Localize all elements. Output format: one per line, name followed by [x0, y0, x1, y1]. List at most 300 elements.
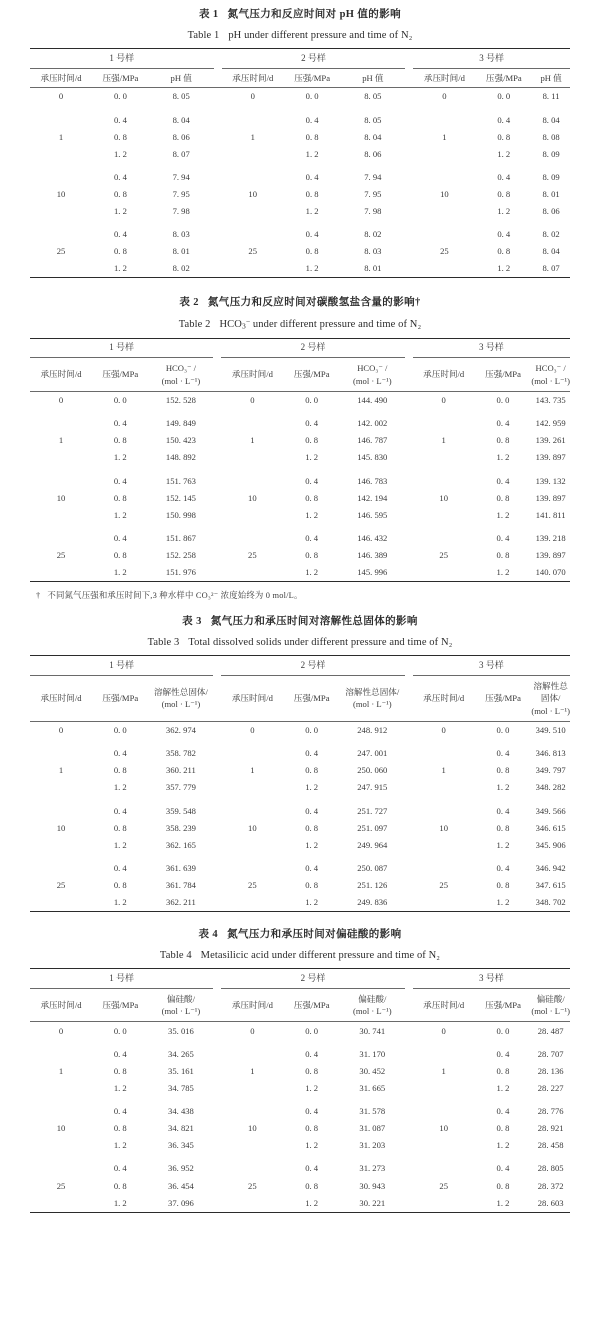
table-2-cell-pressure-s2-r2: 0. 4 — [305, 418, 319, 429]
table-1-col-header-s1-1: 承压时间/d — [30, 68, 92, 88]
table-4-row-spacer-s1-r7 — [213, 1137, 221, 1154]
table-4-group-spacer-1 — [213, 969, 221, 988]
table-1-cell-time-s2-r3: 1 — [250, 131, 255, 142]
table-3-cell-value-s1-r4: 357. 779 — [165, 782, 196, 793]
table-2-cell-time-s2-r6: 10 — [248, 492, 257, 503]
table-2-col-header-s1-3: HCO₃⁻ / (mol · L⁻¹) — [149, 358, 214, 392]
table-3-caption-en-number: Table 3 — [147, 636, 180, 648]
table-2-cell-pressure-s1-r6: 0. 8 — [113, 492, 127, 503]
table-3-row-9 — [30, 877, 570, 894]
table-2-cell-time-s2-r8 — [221, 530, 283, 547]
table-4-caption-en-number: Table 4 — [159, 949, 192, 961]
table-2-sample-label-1: 1 号样 — [30, 338, 213, 357]
table-2-cell-time-s1-r7 — [30, 507, 92, 524]
table-2-row-spacer-s2-r9 — [405, 547, 413, 564]
table-1-cell-pressure-s1-r9: 0. 8 — [113, 246, 127, 257]
table-4-cell-pressure-s2-r5: 0. 4 — [305, 1106, 319, 1117]
table-3-caption-cn-text: 氮气压力和承压时间对溶解性总固体的影响 — [210, 616, 418, 628]
table-3-cell-value-s3-r3: 349. 797 — [535, 765, 566, 776]
table-2-col-header-s3-2: 压强/MPa — [475, 358, 532, 392]
table-1-cell-time-s2-r7 — [222, 203, 284, 220]
table-3-cell-value-s2-r10: 249. 836 — [340, 894, 405, 912]
table-1-cell-value-s2-r9: 8. 03 — [364, 246, 382, 257]
table-3-cell-value-s1-r1: 362. 974 — [165, 725, 196, 736]
table-3-cell-pressure-s2-r9: 0. 8 — [305, 880, 319, 891]
table-1-cell-time-s1-r8 — [30, 226, 92, 243]
table-2-row-spacer-s1-r9 — [213, 547, 221, 564]
table-1-cell-value-s3-r2: 8. 04 — [542, 114, 560, 125]
table-2-cell-value-s2-r7: 146. 595 — [357, 509, 388, 520]
table-1-caption-cn — [30, 8, 570, 22]
table-2-cell-time-s1-r3: 1 — [58, 435, 64, 446]
table-2-cell-time-s3-r2 — [413, 415, 475, 432]
table-1-col-header-s3-3: pH 值 — [532, 68, 570, 88]
table-3-cell-pressure-s1-r3: 0. 8 — [113, 765, 127, 776]
table-1-cell-time-s1-r10 — [30, 260, 92, 278]
table-1-cell-time-s3-r5 — [413, 169, 475, 186]
table-3-cell-value-s1-r8: 361. 639 — [165, 862, 196, 873]
table-3-row-spacer-s2-r4 — [405, 779, 413, 796]
table-4-cell-value-s3-r4: 28. 227 — [537, 1083, 564, 1093]
table-1-cell-value-s1-r1: 8. 05 — [172, 91, 190, 102]
table-1-row-spacer-s2-r4 — [405, 146, 413, 163]
table-1-cell-value-s2-r2: 8. 05 — [364, 114, 382, 125]
table-3-row-spacer-s2-r5 — [405, 802, 413, 819]
table-4-cell-time-s1-r3: 1 — [58, 1065, 64, 1076]
table-3-cell-pressure-s3-r5: 0. 4 — [496, 805, 510, 816]
table-3-cell-pressure-s2-r7: 1. 2 — [305, 839, 319, 850]
table-1-cell-time-s1-r3: 1 — [58, 131, 64, 142]
table-1-cell-value-s2-r8: 8. 02 — [364, 229, 382, 240]
table-1-cell-pressure-s2-r5: 0. 4 — [305, 171, 319, 182]
table-3-row-5 — [30, 802, 570, 819]
table-1-cell-time-s2-r4 — [222, 146, 284, 163]
table-2-cell-time-s1-r4 — [30, 449, 92, 466]
table-3-grid — [30, 655, 570, 912]
table-4-cell-time-s1-r1: 0 — [58, 1025, 64, 1036]
table-4-row-spacer-s2-r10 — [405, 1194, 413, 1212]
table-4-cell-time-s1-r6: 10 — [56, 1123, 66, 1134]
table-4-col-header-s1-2: 压强/MPa — [92, 988, 149, 1022]
table-4-row-spacer-s1-r3 — [213, 1063, 221, 1080]
table-3-cell-value-s3-r6: 346. 615 — [535, 822, 566, 833]
table-2-cell-value-s2-r1: 144. 490 — [357, 395, 388, 406]
table-4-cell-time-s3-r8 — [413, 1160, 475, 1177]
table-1-row-2 — [30, 111, 570, 128]
table-2-row-spacer-s2-r5 — [405, 472, 413, 489]
table-4-cell-value-s2-r3: 30. 452 — [359, 1065, 386, 1076]
table-3-cell-time-s2-r8 — [221, 860, 283, 877]
table-2-cell-pressure-s1-r3: 0. 8 — [113, 435, 127, 446]
table-4-cell-time-s1-r4 — [30, 1080, 92, 1097]
table-2-row-6 — [30, 490, 570, 507]
table-1-cell-value-s3-r10: 8. 07 — [532, 260, 570, 278]
table-1-cell-time-s3-r10 — [413, 260, 475, 278]
table-2-col-header-s2-2: 压强/MPa — [283, 358, 340, 392]
table-1-cell-time-s2-r1: 0 — [250, 91, 255, 102]
table-4-row-1 — [30, 1022, 570, 1040]
table-2-grid — [30, 338, 570, 582]
table-1-cell-pressure-s2-r3: 0. 8 — [305, 131, 319, 142]
table-1-cell-pressure-s2-r1: 0. 0 — [305, 91, 319, 102]
table-1-cell-time-s3-r4 — [413, 146, 475, 163]
table-4-caption-en-text: Metasilicic acid under different pressure and time of N₂ — [200, 949, 441, 961]
table-3-cell-time-s2-r7 — [221, 837, 283, 854]
table-3-cell-pressure-s3-r7: 1. 2 — [496, 839, 510, 850]
table-1-row-spacer-s2-r9 — [405, 243, 413, 260]
table-4-sample-header-row — [30, 969, 570, 988]
table-1-cell-time-s3-r7 — [413, 203, 475, 220]
table-1-row-spacer-s1-r4 — [214, 146, 222, 163]
table-4-cell-pressure-s3-r2: 0. 4 — [496, 1048, 510, 1059]
table-2-cell-time-s3-r4 — [413, 449, 475, 466]
table-1-cell-pressure-s1-r10: 1. 2 — [92, 260, 149, 278]
table-2-cell-value-s3-r1: 143. 735 — [535, 395, 566, 406]
table-4-row-spacer-s2-r6 — [405, 1120, 413, 1137]
table-3-cell-time-s3-r3: 1 — [441, 765, 446, 776]
table-4-cell-pressure-s1-r4: 1. 2 — [113, 1083, 127, 1093]
table-2-cell-value-s1-r10: 151. 976 — [149, 564, 214, 582]
table-2-cell-value-s2-r2: 142. 002 — [357, 418, 388, 429]
table-3-cell-value-s1-r2: 358. 782 — [165, 748, 196, 759]
table-3-row-spacer-s1-r2 — [213, 745, 221, 762]
table-3-col-spacer-1 — [213, 675, 221, 721]
table-2-cell-value-s2-r10: 145. 996 — [340, 564, 405, 582]
table-1-cell-value-s1-r3: 8. 06 — [172, 131, 190, 142]
table-2-cell-value-s1-r9: 152. 258 — [165, 550, 196, 561]
table-4-cell-time-s1-r5 — [30, 1103, 92, 1120]
table-4-cell-value-s2-r5: 31. 578 — [359, 1106, 386, 1117]
table-3-cell-pressure-s3-r3: 0. 8 — [496, 765, 510, 776]
table-1-row-7 — [30, 203, 570, 220]
table-3-caption-en — [30, 636, 570, 650]
table-4-cell-pressure-s3-r9: 0. 8 — [496, 1180, 510, 1191]
table-4-row-8 — [30, 1160, 570, 1177]
table-1-cell-pressure-s1-r4: 1. 2 — [113, 148, 127, 159]
table-4-cell-time-s3-r7 — [413, 1137, 475, 1154]
table-1-cell-time-s1-r7 — [30, 203, 92, 220]
table-3-row-spacer-s1-r3 — [213, 762, 221, 779]
table-3-row-spacer-s2-r6 — [405, 820, 413, 837]
table-2-row-spacer-s2-r6 — [405, 490, 413, 507]
table-1-sample-header-row — [30, 49, 570, 68]
table-1-cell-value-s3-r1: 8. 11 — [542, 91, 560, 102]
table-2-cell-pressure-s2-r6: 0. 8 — [305, 492, 319, 503]
table-4-col-header-s3-1: 承压时间/d — [413, 988, 475, 1022]
table-2-group-spacer-1 — [213, 338, 221, 357]
table-2-row-spacer-s1-r7 — [213, 507, 221, 524]
table-2-cell-pressure-s1-r8: 0. 4 — [113, 532, 127, 543]
table-1-cell-time-s3-r3: 1 — [442, 131, 447, 142]
table-3-cell-value-s3-r5: 349. 566 — [535, 805, 566, 816]
table-1-row-spacer-s1-r8 — [214, 226, 222, 243]
table-2-cell-time-s2-r10 — [221, 564, 283, 582]
table-1-col-header-s1-2: 压强/MPa — [92, 68, 149, 88]
table-1-row-4 — [30, 146, 570, 163]
table-2-sample-header-row — [30, 338, 570, 357]
table-1-cell-value-s1-r9: 8. 01 — [172, 246, 190, 257]
table-2-cell-pressure-s2-r7: 1. 2 — [305, 509, 319, 520]
table-3-row-spacer-s1-r8 — [213, 860, 221, 877]
table-3-cell-time-s1-r7 — [30, 837, 92, 854]
table-3-row-7 — [30, 837, 570, 854]
table-4-cell-pressure-s2-r9: 0. 8 — [305, 1180, 319, 1191]
table-3-cell-pressure-s1-r8: 0. 4 — [113, 862, 127, 873]
table-4-row-spacer-s1-r8 — [213, 1160, 221, 1177]
table-1-cell-pressure-s1-r3: 0. 8 — [113, 131, 127, 142]
table-3-col-header-s1-1: 承压时间/d — [30, 675, 92, 721]
table-1-cell-time-s1-r9: 25 — [56, 246, 66, 257]
table-3-row-1 — [30, 721, 570, 739]
table-1-col-header-s3-2: 压强/MPa — [475, 68, 532, 88]
table-2-cell-time-s2-r1: 0 — [250, 395, 255, 406]
table-4-row-2 — [30, 1046, 570, 1063]
table-4-cell-time-s3-r4 — [413, 1080, 475, 1097]
table-4-grid — [30, 968, 570, 1212]
table-2-cell-time-s3-r8 — [413, 530, 475, 547]
table-3-cell-value-s2-r4: 247. 915 — [357, 782, 388, 793]
table-1-cell-pressure-s1-r7: 1. 2 — [113, 206, 127, 217]
table-4-cell-time-s2-r5 — [221, 1103, 283, 1120]
table-3-cell-time-s3-r4 — [413, 779, 475, 796]
table-2-cell-time-s1-r9: 25 — [56, 550, 66, 561]
table-2-row-spacer-s2-r1 — [405, 391, 413, 409]
table-2-cell-pressure-s2-r3: 0. 8 — [305, 435, 319, 446]
table-1-row-spacer-s1-r10 — [214, 260, 222, 278]
table-3-cell-pressure-s1-r6: 0. 8 — [113, 822, 127, 833]
table-3-row-10 — [30, 894, 570, 912]
table-1-row-spacer-s2-r8 — [405, 226, 413, 243]
table-1-cell-pressure-s1-r5: 0. 4 — [113, 171, 127, 182]
table-1-cell-value-s2-r4: 8. 06 — [364, 148, 382, 159]
table-1-cell-value-s1-r8: 8. 03 — [172, 229, 190, 240]
table-3-row-spacer-s1-r5 — [213, 802, 221, 819]
table-3-col-header-s1-2: 压强/MPa — [92, 675, 149, 721]
table-1-cell-pressure-s1-r8: 0. 4 — [113, 229, 127, 240]
table-4-cell-pressure-s3-r4: 1. 2 — [496, 1083, 510, 1093]
table-2-cell-time-s2-r9: 25 — [248, 550, 257, 561]
table-2-row-5 — [30, 472, 570, 489]
table-1-row-spacer-s2-r2 — [405, 111, 413, 128]
table-3-cell-pressure-s2-r8: 0. 4 — [305, 862, 319, 873]
table-4-sample-label-3: 3 号样 — [413, 969, 570, 988]
table-1-col-header-s2-3: pH 值 — [340, 68, 405, 88]
table-1-row-spacer-s2-r1 — [405, 88, 413, 106]
table-2-cell-time-s1-r6: 10 — [56, 492, 66, 503]
table-1-cell-pressure-s3-r1: 0. 0 — [497, 91, 511, 102]
table-3-row-2 — [30, 745, 570, 762]
table-3-row-spacer-s1-r6 — [213, 820, 221, 837]
table-2-footnote — [30, 582, 570, 601]
table-2-row-8 — [30, 530, 570, 547]
table-2-row-spacer-s1-r1 — [213, 391, 221, 409]
table-1-cell-value-s2-r1: 8. 05 — [364, 91, 382, 102]
table-2-col-header-s2-3: HCO₃⁻ / (mol · L⁻¹) — [340, 358, 405, 392]
table-1-cell-pressure-s3-r8: 0. 4 — [497, 229, 511, 240]
table-2-row-spacer-s1-r4 — [213, 449, 221, 466]
table-3-col-spacer-2 — [405, 675, 413, 721]
table-2-cell-pressure-s1-r7: 1. 2 — [113, 509, 127, 520]
table-3-caption-cn-number: 表 3 — [182, 616, 202, 628]
table-2-row-4 — [30, 449, 570, 466]
table-4-cell-pressure-s1-r9: 0. 8 — [113, 1180, 127, 1191]
table-2-col-header-s3-3: HCO₃⁻ / (mol · L⁻¹) — [531, 358, 570, 392]
table-2-cell-pressure-s3-r3: 0. 8 — [496, 435, 510, 446]
table-3-cell-pressure-s2-r2: 0. 4 — [305, 748, 319, 759]
table-4-caption-en — [30, 949, 570, 963]
table-3-cell-value-s3-r9: 347. 615 — [535, 880, 566, 891]
table-3-cell-value-s2-r9: 251. 126 — [357, 880, 388, 891]
table-1-row-9 — [30, 243, 570, 260]
table-1-cell-time-s2-r2 — [222, 111, 284, 128]
table-2-caption-en-number: Table 2 — [178, 319, 211, 331]
table-2-row-spacer-s1-r10 — [213, 564, 221, 582]
table-3-cell-value-s2-r7: 249. 964 — [357, 839, 388, 850]
table-4-row-spacer-s1-r6 — [213, 1120, 221, 1137]
table-2-cell-pressure-s1-r2: 0. 4 — [113, 418, 127, 429]
table-3-cell-value-s1-r9: 361. 784 — [165, 880, 196, 891]
table-2-cell-pressure-s3-r5: 0. 4 — [496, 475, 510, 486]
table-1-cell-value-s1-r7: 7. 98 — [172, 206, 190, 217]
table-4-row-spacer-s2-r9 — [405, 1177, 413, 1194]
table-2-row-7 — [30, 507, 570, 524]
table-1-cell-time-s2-r10 — [222, 260, 284, 278]
table-4-col-header-s2-2: 压强/MPa — [283, 988, 340, 1022]
table-1-cell-value-s2-r3: 8. 04 — [364, 131, 382, 142]
table-2-cell-time-s2-r3: 1 — [250, 435, 255, 446]
table-2-row-3 — [30, 432, 570, 449]
table-2-cell-time-s1-r5 — [30, 472, 92, 489]
table-3 — [30, 601, 570, 912]
table-2-cell-pressure-s3-r9: 0. 8 — [496, 550, 510, 561]
table-1-cell-pressure-s2-r2: 0. 4 — [305, 114, 319, 125]
table-3-cell-time-s3-r6: 10 — [439, 822, 448, 833]
table-1-cell-pressure-s1-r1: 0. 0 — [113, 91, 127, 102]
table-4-cell-pressure-s1-r2: 0. 4 — [113, 1048, 127, 1059]
table-2-row-spacer-s2-r8 — [405, 530, 413, 547]
table-1-cell-pressure-s3-r9: 0. 8 — [497, 246, 511, 257]
table-3-cell-time-s3-r7 — [413, 837, 475, 854]
table-1-col-header-s2-2: 压强/MPa — [284, 68, 341, 88]
table-1-caption-en-text: pH under different pressure and time of N₂ — [228, 29, 413, 41]
table-2-group-spacer-2 — [405, 338, 413, 357]
table-1-col-spacer-2 — [405, 68, 413, 88]
table-4-cell-pressure-s3-r1: 0. 0 — [496, 1025, 510, 1036]
table-2-column-header-row — [30, 358, 570, 392]
table-2-cell-pressure-s2-r9: 0. 8 — [305, 550, 319, 561]
table-4-cell-pressure-s3-r6: 0. 8 — [496, 1123, 510, 1134]
table-2-cell-value-s3-r6: 139. 897 — [535, 492, 566, 503]
table-4-col-spacer-2 — [405, 988, 413, 1022]
table-2-cell-pressure-s2-r5: 0. 4 — [305, 475, 319, 486]
table-3-cell-pressure-s3-r8: 0. 4 — [496, 862, 510, 873]
table-2 — [30, 278, 570, 601]
table-4-cell-time-s2-r4 — [221, 1080, 283, 1097]
table-4-cell-value-s2-r10: 30. 221 — [340, 1194, 405, 1212]
table-4-row-spacer-s2-r7 — [405, 1137, 413, 1154]
table-3-cell-time-s2-r1: 0 — [250, 725, 255, 736]
table-4-row-spacer-s1-r4 — [213, 1080, 221, 1097]
table-3-col-header-s1-3: 溶解性总固体/ (mol · L⁻¹) — [149, 675, 214, 721]
table-2-cell-time-s2-r5 — [221, 472, 283, 489]
table-4-cell-pressure-s1-r6: 0. 8 — [113, 1123, 127, 1134]
table-2-cell-pressure-s1-r9: 0. 8 — [113, 550, 127, 561]
table-2-cell-time-s1-r1: 0 — [58, 395, 64, 406]
table-2-cell-value-s1-r6: 152. 145 — [165, 492, 196, 503]
table-4-cell-pressure-s1-r10: 1. 2 — [92, 1194, 149, 1212]
table-4-cell-value-s2-r7: 31. 203 — [359, 1140, 386, 1151]
table-1-cell-time-s3-r1: 0 — [442, 91, 447, 102]
table-2-cell-pressure-s1-r1: 0. 0 — [113, 395, 127, 406]
table-4-cell-pressure-s1-r3: 0. 8 — [113, 1065, 127, 1076]
table-3-col-header-s2-2: 压强/MPa — [283, 675, 340, 721]
table-3-cell-time-s1-r1: 0 — [58, 725, 64, 736]
table-4-caption-cn — [30, 928, 570, 942]
table-3-cell-pressure-s3-r4: 1. 2 — [496, 782, 510, 793]
table-1-cell-value-s3-r3: 8. 08 — [542, 131, 560, 142]
table-4-cell-value-s1-r3: 35. 161 — [168, 1065, 194, 1076]
table-2-cell-pressure-s2-r8: 0. 4 — [305, 532, 319, 543]
table-4-cell-pressure-s3-r8: 0. 4 — [496, 1163, 510, 1174]
table-4-cell-value-s3-r7: 28. 458 — [537, 1140, 564, 1151]
table-2-col-header-s1-2: 压强/MPa — [92, 358, 149, 392]
table-1-col-header-s2-1: 承压时间/d — [222, 68, 284, 88]
table-2-cell-pressure-s2-r4: 1. 2 — [305, 452, 319, 463]
table-4-cell-time-s1-r7 — [30, 1137, 92, 1154]
table-4-cell-value-s3-r8: 28. 805 — [537, 1163, 564, 1174]
table-4-row-spacer-s1-r9 — [213, 1177, 221, 1194]
table-4-cell-pressure-s2-r7: 1. 2 — [305, 1140, 319, 1151]
table-4-cell-pressure-s2-r1: 0. 0 — [305, 1025, 319, 1036]
table-2-col-spacer-2 — [405, 358, 413, 392]
table-1-cell-value-s2-r6: 7. 95 — [364, 189, 382, 199]
table-3-cell-time-s1-r9: 25 — [56, 880, 66, 891]
table-2-cell-value-s3-r5: 139. 132 — [535, 475, 566, 486]
table-3-row-spacer-s1-r9 — [213, 877, 221, 894]
table-2-cell-value-s3-r2: 142. 959 — [535, 418, 566, 429]
table-3-cell-time-s2-r10 — [221, 894, 283, 912]
table-4-cell-pressure-s2-r8: 0. 4 — [305, 1163, 319, 1174]
table-2-cell-time-s3-r3: 1 — [441, 435, 446, 446]
table-3-cell-pressure-s1-r9: 0. 8 — [113, 880, 127, 891]
table-1-cell-time-s2-r9: 25 — [248, 246, 258, 257]
table-2-cell-value-s1-r7: 150. 998 — [165, 509, 196, 520]
table-3-cell-time-s3-r10 — [413, 894, 475, 912]
table-4-cell-time-s3-r9: 25 — [439, 1180, 448, 1191]
table-3-cell-time-s1-r3: 1 — [58, 765, 64, 776]
table-2-row-spacer-s2-r7 — [405, 507, 413, 524]
table-3-row-spacer-s2-r9 — [405, 877, 413, 894]
table-3-cell-value-s1-r5: 359. 548 — [165, 805, 196, 816]
table-2-cell-pressure-s3-r2: 0. 4 — [496, 418, 510, 429]
table-1-group-spacer-2 — [405, 49, 413, 68]
table-4-cell-time-s2-r8 — [221, 1160, 283, 1177]
table-2-cell-value-s2-r8: 146. 432 — [357, 532, 388, 543]
table-3-cell-pressure-s2-r3: 0. 8 — [305, 765, 319, 776]
table-4-caption-cn-text: 氮气压力和承压时间对偏硅酸的影响 — [227, 929, 402, 941]
table-1-col-header-s3-1: 承压时间/d — [413, 68, 475, 88]
table-3-cell-value-s2-r6: 251. 097 — [357, 822, 388, 833]
table-1-cell-value-s3-r4: 8. 09 — [542, 148, 560, 159]
table-2-cell-time-s2-r4 — [221, 449, 283, 466]
table-2-cell-value-s2-r4: 145. 830 — [357, 452, 388, 463]
table-3-cell-value-s2-r8: 250. 087 — [357, 862, 388, 873]
table-4-col-header-s2-3: 偏硅酸/ (mol · L⁻¹) — [340, 988, 405, 1022]
table-4-cell-value-s3-r1: 28. 487 — [537, 1025, 564, 1036]
table-4-row-spacer-s1-r1 — [213, 1022, 221, 1040]
table-1-cell-value-s3-r9: 8. 04 — [542, 246, 560, 257]
table-3-cell-time-s2-r2 — [221, 745, 283, 762]
